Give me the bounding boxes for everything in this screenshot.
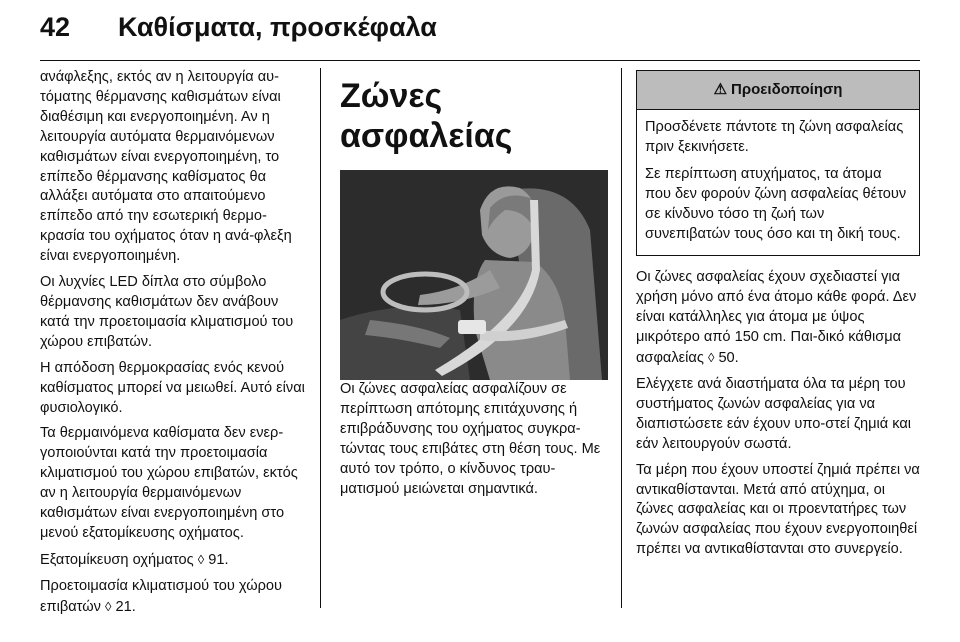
warning-title: Προειδοποίηση <box>731 81 843 99</box>
warning-text: Σε περίπτωση ατυχήματος, τα άτομα που δεν φορούν ζώνη ασφαλείας θέτουν σε κίνδυνο τόσο τη ζωή των συνεπιβατών τους όσο και τη δική τους. <box>645 165 907 242</box>
caption: Οι ζώνες ασφαλείας ασφαλίζουν σε περίπτωση απότομης επιτάχυνσης ή επιβράδυνσης του οχήματος συγκρα-τώντας τους επιβάτες στη θέση τους. Με αυτό τον τρόπο, ο κίνδυνος τραυ-ματισμού μειώνεται σημαντικά. <box>340 381 601 497</box>
paragraph-text: Οι ζώνες ασφαλείας έχουν σχεδιαστεί για χρήση μόνο από ένα άτομο κάθε φορά. Δεν είναι κατάλληλες για άτομα με ύψος μικρότερο από 150 cm. Παι-δικό κάθισμα ασφαλείας <box>636 269 917 367</box>
page-number: 42 <box>40 12 71 42</box>
paragraph: Τα θερμαινόμενα καθίσματα δεν ενερ-γοποιούνται κατά την προετοιμασία κλιματισμού του χώρου επιβατών, εκτός αν η λειτουργία θερμαινόμενων καθισμάτων είναι ενεργοποιημένη στο μενού εξατομίκευσης οχήματος. <box>40 425 298 541</box>
warning-text: Προσδένετε πάντοτε τη ζώνη ασφαλείας πριν ξεκινήσετε. <box>645 119 904 155</box>
seatbelt-drawing <box>340 170 608 380</box>
warning-header <box>637 71 919 110</box>
warning-icon: ⚠ <box>713 81 728 99</box>
paragraph: ανάφλεξης, εκτός αν η λειτουργία αυ-τόματης θέρμανσης καθισμάτων είναι διαθέσιμη και ενεργοποιημένη. Αν η λειτουργία αυτόματα θερμαινόμενων καθισμάτων είναι ενεργοποιημένη, το επίπεδο θέρμανσης καθίσματος θα αλλάξει αυτόματα στο απαιτούμενο επίπεδο από την εσωτερική θερμο-κρασία του οχήματος όταν η ανά-φλεξη είναι ενεργοποιημένη. <box>40 69 292 265</box>
section-title: Ζώνες ασφαλείας <box>340 77 513 155</box>
ref-page[interactable]: 50. <box>718 350 739 367</box>
page-header-title: Καθίσματα, προσκέφαλα <box>118 12 437 42</box>
paragraph <box>636 268 920 369</box>
seatbelt-illustration <box>340 170 608 380</box>
ref-text: Προετοιμασία κλιματισμού του χώρου επιβατών <box>40 577 282 615</box>
column-divider <box>621 68 622 608</box>
cross-reference <box>40 577 308 618</box>
ref-arrow-icon: ◊ <box>707 350 715 366</box>
paragraph: Οι λυχνίες LED δίπλα στο σύμβολο θέρμανσης καθισμάτων δεν ανάβουν κατά την προετοιμασία κλιματισμού του χώρου επιβατών. <box>40 274 294 350</box>
ref-page[interactable]: 21. <box>115 598 136 615</box>
ref-text: Εξατομίκευση οχήματος <box>40 551 194 568</box>
right-column <box>636 70 920 566</box>
paragraph: Τα μέρη που έχουν υποστεί ζημιά πρέπει να αντικαθίστανται. Μετά από ατύχημα, οι ζώνες ασφαλείας και οι προεντατήρες των ζωνών ασφαλείας που έχουν ενεργοποιηθεί πρέπει να αντικαθίστανται στο συνεργείο. <box>636 461 920 558</box>
warning-box <box>636 70 920 256</box>
warning-body <box>637 110 919 255</box>
ref-arrow-icon: ◊ <box>197 551 205 567</box>
paragraph: Η απόδοση θερμοκρασίας ενός κενού καθίσματος μπορεί να μειωθεί. Αυτό είναι φυσιολογικό. <box>40 359 305 416</box>
paragraph: Ελέγχετε ανά διαστήματα όλα τα μέρη του συστήματος ζωνών ασφαλείας για να διαπιστώσετε εάν έχουν υπο-στεί ζημιά και εάν λειτουργούν σωστά. <box>636 375 912 452</box>
left-column <box>40 68 308 624</box>
header-rule <box>40 60 920 61</box>
ref-arrow-icon: ◊ <box>104 598 112 614</box>
middle-column <box>340 68 608 505</box>
ref-page[interactable]: 91. <box>208 551 229 568</box>
column-divider <box>320 68 321 608</box>
cross-reference <box>40 550 308 571</box>
